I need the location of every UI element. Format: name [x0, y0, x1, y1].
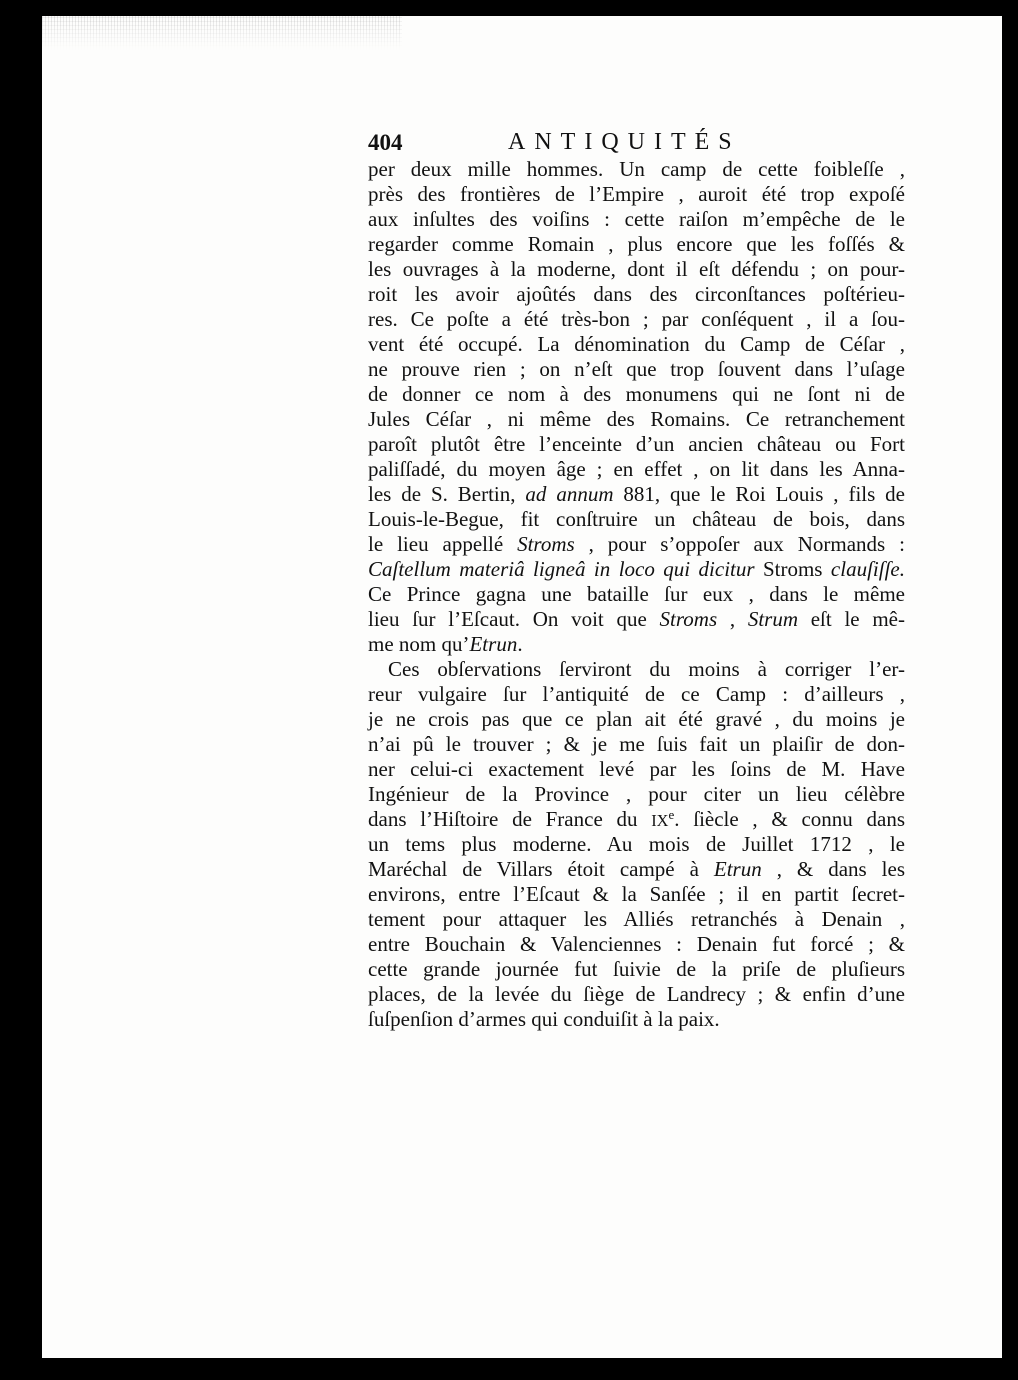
- text-run: . ſiècle , & connu dans: [674, 807, 905, 831]
- text-line: [368, 207, 905, 232]
- text-run: places, de la levée du ſiège de Landrecy ; & enfin d’une: [368, 982, 905, 1006]
- text-run-italic: ad annum: [525, 482, 614, 506]
- text-run: .: [517, 632, 523, 656]
- text-run-italic: Strum: [747, 607, 799, 631]
- text-run: Jules Céſar , ni même des Romains. Ce retranchement: [368, 407, 905, 431]
- text-run-italic: Stroms: [659, 607, 718, 631]
- text-run: regarder comme Romain , plus encore que les foſſés &: [368, 232, 905, 256]
- text-run: paroît plutôt être l’enceinte d’un ancien château ou Fort: [368, 432, 905, 456]
- text-line: [368, 957, 905, 982]
- text-line: [368, 882, 905, 907]
- text-line: [368, 657, 905, 682]
- text-line: [368, 832, 905, 857]
- text-run: un tems plus moderne. Au mois de Juillet 1712 , le: [368, 832, 905, 856]
- text-line: [368, 757, 905, 782]
- text-run: ne prouve rien ; on n’eſt que trop ſouvent dans l’uſage: [368, 357, 905, 381]
- text-run: eſt le mê-: [798, 607, 905, 631]
- text-line: [368, 507, 905, 532]
- text-run: cette grande journée fut ſuivie de la priſe de pluſieurs: [368, 957, 905, 981]
- text-run: lieu ſur l’Eſcaut. On voit que: [368, 607, 660, 631]
- text-line: [368, 1007, 905, 1032]
- text-line: [368, 307, 905, 332]
- text-run: Louis-le-Begue, fit conſtruire un château de bois, dans: [368, 507, 905, 531]
- text-run: ,: [717, 607, 748, 631]
- text-block: [368, 157, 905, 1032]
- text-line: [368, 382, 905, 407]
- text-run-italic: clauſiſſe.: [822, 557, 905, 581]
- text-run: reur vulgaire ſur l’antiquité de ce Camp : d’ailleurs ,: [368, 682, 905, 706]
- text-line: [368, 232, 905, 257]
- text-run: ner celui-ci exactement levé par les ſoins de M. Have: [368, 757, 905, 781]
- text-run-italic: Caſtellum materiâ ligneâ in loco qui dicitur: [368, 557, 763, 581]
- text-run: paliſſadé, du moyen âge ; en effet , on lit dans les Anna-: [368, 457, 905, 481]
- text-run: vent été occupé. La dénomination du Camp de Céſar ,: [368, 332, 905, 356]
- text-line: [368, 932, 905, 957]
- text-run: tement pour attaquer les Alliés retranchés à Denain ,: [368, 907, 905, 931]
- text-line: [368, 457, 905, 482]
- text-run: n’ai pû le trouver ; & je me ſuis fait un plaiſir de don-: [368, 732, 905, 756]
- text-run: le lieu appellé: [368, 532, 518, 556]
- page-number: 404: [368, 130, 403, 155]
- text-run: res. Ce poſte a été très-bon ; par conſéquent , il a ſou-: [368, 307, 905, 331]
- text-line: [368, 782, 905, 807]
- text-line: [368, 282, 905, 307]
- text-line: [368, 432, 905, 457]
- text-run: dans l’Hiſtoire de France du: [368, 807, 652, 831]
- text-line: [368, 157, 905, 182]
- text-line: [368, 682, 905, 707]
- text-run: de donner ce nom à des monumens qui ne ſont ni de: [368, 382, 905, 406]
- text-run: me nom qu’: [368, 632, 470, 656]
- text-run-italic: Etrun: [713, 857, 762, 881]
- text-run: je ne crois pas que ce plan ait été gravé , du moins je: [368, 707, 905, 731]
- text-run-italic: Stroms: [517, 532, 575, 556]
- paragraph: [368, 657, 905, 1032]
- text-run: , & dans les: [761, 857, 905, 881]
- text-line: [368, 407, 905, 432]
- running-title: ANTIQUITÉS: [508, 129, 741, 155]
- text-line: [368, 707, 905, 732]
- text-line: [368, 357, 905, 382]
- text-run: Ingénieur de la Province , pour citer un lieu célèbre: [368, 782, 905, 806]
- text-line: [368, 982, 905, 1007]
- text-run: Ces obſervations ſerviront du moins à corriger l’er-: [388, 657, 905, 681]
- text-run: Maréchal de Villars étoit campé à: [368, 857, 714, 881]
- text-run: aux inſultes des voiſins : cette raiſon m’empêche de le: [368, 207, 905, 231]
- text-run-sup: e: [668, 806, 675, 822]
- text-line: [368, 557, 905, 582]
- text-run: près des frontières de l’Empire , auroit été trop expoſé: [368, 182, 905, 206]
- text-run: , pour s’oppoſer aux Normands :: [574, 532, 905, 556]
- text-line: [368, 482, 905, 507]
- text-line: [368, 607, 905, 632]
- text-run: Ce Prince gagna une bataille ſur eux , dans le même: [368, 582, 905, 606]
- paragraph: [368, 157, 905, 657]
- text-line: [368, 807, 905, 832]
- text-line: [368, 732, 905, 757]
- text-run-smallcaps: IX: [651, 811, 669, 830]
- text-line: [368, 582, 905, 607]
- text-line: [368, 632, 905, 657]
- text-line: [368, 332, 905, 357]
- text-run: les de S. Bertin,: [368, 482, 526, 506]
- text-run: ſuſpenſion d’armes qui conduiſit à la paix.: [368, 1007, 720, 1031]
- text-line: [368, 857, 905, 882]
- text-line: [368, 532, 905, 557]
- text-run: environs, entre l’Eſcaut & la Sanſée ; il en partit ſecret-: [368, 882, 905, 906]
- text-run: roit les avoir ajoûtés dans des circonſtances poſtérieu-: [368, 282, 905, 306]
- book-page: [42, 16, 1002, 1358]
- text-run-italic: Etrun: [469, 632, 518, 656]
- text-line: [368, 257, 905, 282]
- text-line: [368, 182, 905, 207]
- text-line: [368, 907, 905, 932]
- scan-noise: [42, 16, 402, 50]
- text-run: les ouvrages à la moderne, dont il eſt défendu ; on pour-: [368, 257, 905, 281]
- text-run: entre Bouchain & Valenciennes : Denain fut forcé ; &: [368, 932, 905, 956]
- text-run: 881, que le Roi Louis , fils de: [613, 482, 905, 506]
- text-run: Stroms: [762, 557, 823, 581]
- text-run: per deux mille hommes. Un camp de cette foibleſſe ,: [368, 157, 905, 181]
